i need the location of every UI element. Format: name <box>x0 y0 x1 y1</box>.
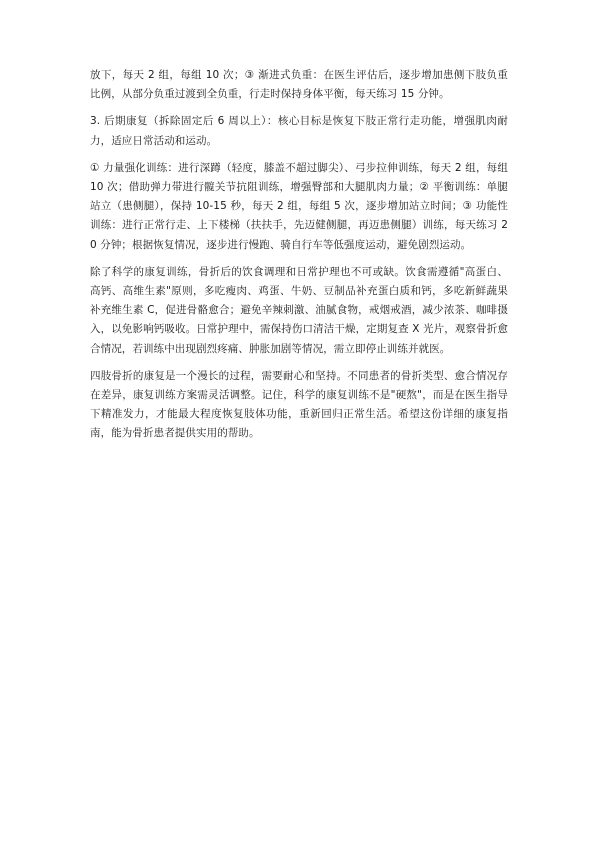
paragraph-late-rehab-exercises: ① 力量强化训练：进行深蹲（轻度，膝盖不超过脚尖）、弓步拉伸训练，每天 2 组，每组 10 次；借助弹力带进行髋关节抗阻训练，增强臀部和大腿肌肉力量；② 平衡训练：单腿站立（患侧腿），保持 10-15 秒，每天 2 组，每组 5 次，逐步增加站立时间；③ 功能性训练：进行正常行走、上下楼梯（扶扶手，先迈健侧腿，再迈患侧腿）训练，每天练习 20 分钟；根据恢复情况，逐步进行慢跑、骑自行车等低强度运动，避免剧烈运动。 <box>90 161 508 251</box>
paragraph-diet-and-care: 除了科学的康复训练，骨折后的饮食调理和日常护理也不可或缺。饮食需遵循"高蛋白、高钙、高维生素"原则，多吃瘦肉、鸡蛋、牛奶、豆制品补充蛋白质和钙，多吃新鲜蔬果补充维生素 C，促进骨骼愈合；避免辛辣刺激、油腻食物，戒烟戒酒，减少浓茶、咖啡摄入，以免影响钙吸收。日常护理中，需保持伤口清洁干燥，定期复查 X 光片，观察骨折愈合情况，若训练中出现剧烈疼痛、肿胀加剧等情况，需立即停止训练并就医。 <box>90 265 508 355</box>
paragraph-conclusion: 四肢骨折的康复是一个漫长的过程，需要耐心和坚持。不同患者的骨折类型、愈合情况存在差异，康复训练方案需灵活调整。记住，科学的康复训练不是"硬熬"，而是在医生指导下精准发力，才能最大程度恢复肢体功能，重新回归正常生活。希望这份详细的康复指南，能为骨折患者提供实用的帮助。 <box>90 369 508 440</box>
document-body <box>90 66 508 452</box>
paragraph-late-rehab-heading: 3. 后期康复（拆除固定后 6 周以上）：核心目标是恢复下肢正常行走功能，增强肌肉耐力，适应日常活动和运动。 <box>90 115 508 147</box>
paragraph-progressive-weight-bearing: 放下，每天 2 组，每组 10 次；③ 渐进式负重：在医生评估后，逐步增加患侧下肢负重比例，从部分负重过渡到全负重，行走时保持身体平衡，每天练习 15 分钟。 <box>90 69 508 101</box>
